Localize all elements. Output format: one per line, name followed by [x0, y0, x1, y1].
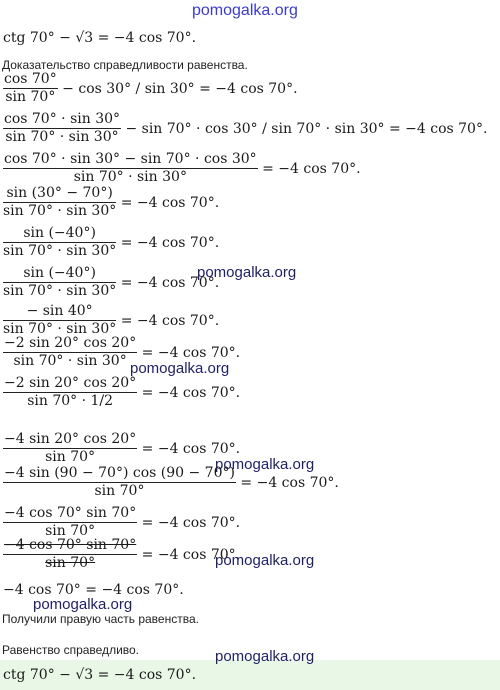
- fraction-denominator: sin 70°: [45, 555, 96, 571]
- fraction-numerator: −4 cos 70° sin 70°: [4, 537, 137, 553]
- conclusion: Равенство справедливо.: [2, 643, 140, 657]
- equation-rest: = −4 cos 70°.: [120, 312, 220, 329]
- fraction-denominator: sin 70° · sin 30°: [73, 169, 187, 185]
- equation-rest: = −4 cos 70°.: [141, 514, 241, 531]
- watermark[interactable]: pomogalka.org: [197, 264, 297, 281]
- equation-rest: = −4 cos 70°.: [141, 440, 241, 457]
- fraction-denominator: sin 70° · sin 30°: [5, 129, 119, 145]
- watermark[interactable]: pomogalka.org: [130, 360, 230, 377]
- proof-step-11: [3, 466, 339, 499]
- fraction-numerator: sin (−40°): [3, 226, 116, 243]
- fraction-denominator: sin 70° · sin 30°: [13, 353, 127, 369]
- fraction-numerator: cos 70° · sin 30° − sin 70° · cos 30°: [4, 151, 257, 167]
- fraction-denominator: sin 70° · sin 30°: [3, 243, 117, 259]
- equation-rest: = −4 cos 70°.: [141, 546, 241, 563]
- fraction: [3, 432, 137, 465]
- fraction-numerator: sin (30° − 70°): [3, 186, 116, 203]
- fraction-numerator: sin (−40°): [3, 266, 116, 283]
- fraction-numerator: cos 70°: [4, 71, 57, 87]
- fraction-denominator: sin 70° · sin 30°: [3, 321, 117, 337]
- fraction: [3, 376, 137, 409]
- fraction-denominator: sin 70°: [5, 89, 56, 105]
- fraction: [3, 152, 258, 185]
- fraction-numerator: −2 sin 20° cos 20°: [4, 335, 137, 351]
- proof-step-10: [3, 432, 240, 465]
- fraction: [3, 466, 236, 499]
- problem-statement: ctg 70° − √3 = −4 cos 70°.: [3, 30, 197, 46]
- fraction: [3, 186, 116, 219]
- final-answer: ctg 70° − √3 = −4 cos 70°.: [3, 667, 197, 683]
- proof-step-5: [3, 226, 219, 259]
- equation-rest: = −4 cos 70°.: [262, 160, 361, 177]
- fraction: [3, 72, 58, 105]
- fraction: [3, 112, 121, 145]
- watermark[interactable]: pomogalka.org: [33, 596, 133, 613]
- equation-rest: − sin 70° · cos 30° / sin 70° · sin 30° = −4 cos 70°.: [125, 120, 488, 137]
- fraction-denominator: sin 70°: [45, 449, 96, 465]
- fraction-denominator: sin 70°: [94, 483, 145, 499]
- fraction-denominator: sin 70° · 1/2: [27, 393, 114, 409]
- watermark-top[interactable]: pomogalka.org: [192, 2, 298, 19]
- watermark[interactable]: pomogalka.org: [215, 552, 315, 569]
- equation-rest: = −4 cos 70°.: [120, 274, 220, 291]
- fraction: [3, 304, 116, 337]
- result-line: −4 cos 70° = −4 cos 70°.: [3, 582, 184, 598]
- got-right-side: Получили правую часть равенства.: [2, 612, 199, 626]
- fraction: [3, 336, 137, 369]
- fraction-numerator: − sin 40°: [3, 304, 116, 321]
- proof-step-3: [3, 152, 361, 185]
- proof-step-7: [3, 304, 219, 337]
- equation-rest: = −4 cos 70°.: [141, 384, 241, 401]
- watermark[interactable]: pomogalka.org: [215, 648, 315, 665]
- equation-rest: = −4 cos 70°.: [120, 234, 220, 251]
- equation-rest: = −4 cos 70°.: [240, 474, 339, 491]
- proof-step-6: [3, 266, 219, 299]
- fraction-numerator: −2 sin 20° cos 20°: [4, 375, 137, 391]
- fraction-numerator: cos 70° · sin 30°: [4, 111, 121, 127]
- fraction-denominator: sin 70° · sin 30°: [3, 203, 117, 219]
- fraction: [3, 538, 137, 571]
- fraction: [3, 266, 116, 299]
- fraction-denominator: sin 70°: [45, 523, 96, 539]
- proof-step-13: [3, 538, 240, 571]
- proof-step-12: [3, 506, 240, 539]
- proof-heading: Доказательство справедливости равенства.: [2, 58, 248, 72]
- proof-step-2: [3, 112, 487, 145]
- fraction: [3, 506, 137, 539]
- fraction-numerator: −4 sin 20° cos 20°: [4, 431, 137, 447]
- fraction-numerator: −4 sin (90 − 70°) cos (90 − 70°): [4, 465, 235, 481]
- proof-step-1: [3, 72, 298, 105]
- equation-rest: − cos 30° / sin 30° = −4 cos 70°.: [62, 80, 298, 97]
- fraction: [3, 226, 116, 259]
- proof-step-4: [3, 186, 219, 219]
- watermark[interactable]: pomogalka.org: [215, 456, 315, 473]
- fraction-numerator: −4 cos 70° sin 70°: [4, 505, 137, 521]
- fraction-denominator: sin 70° · sin 30°: [3, 283, 117, 299]
- equation-rest: = −4 cos 70°.: [141, 344, 241, 361]
- proof-step-9: [3, 376, 240, 409]
- equation-rest: = −4 cos 70°.: [120, 194, 220, 211]
